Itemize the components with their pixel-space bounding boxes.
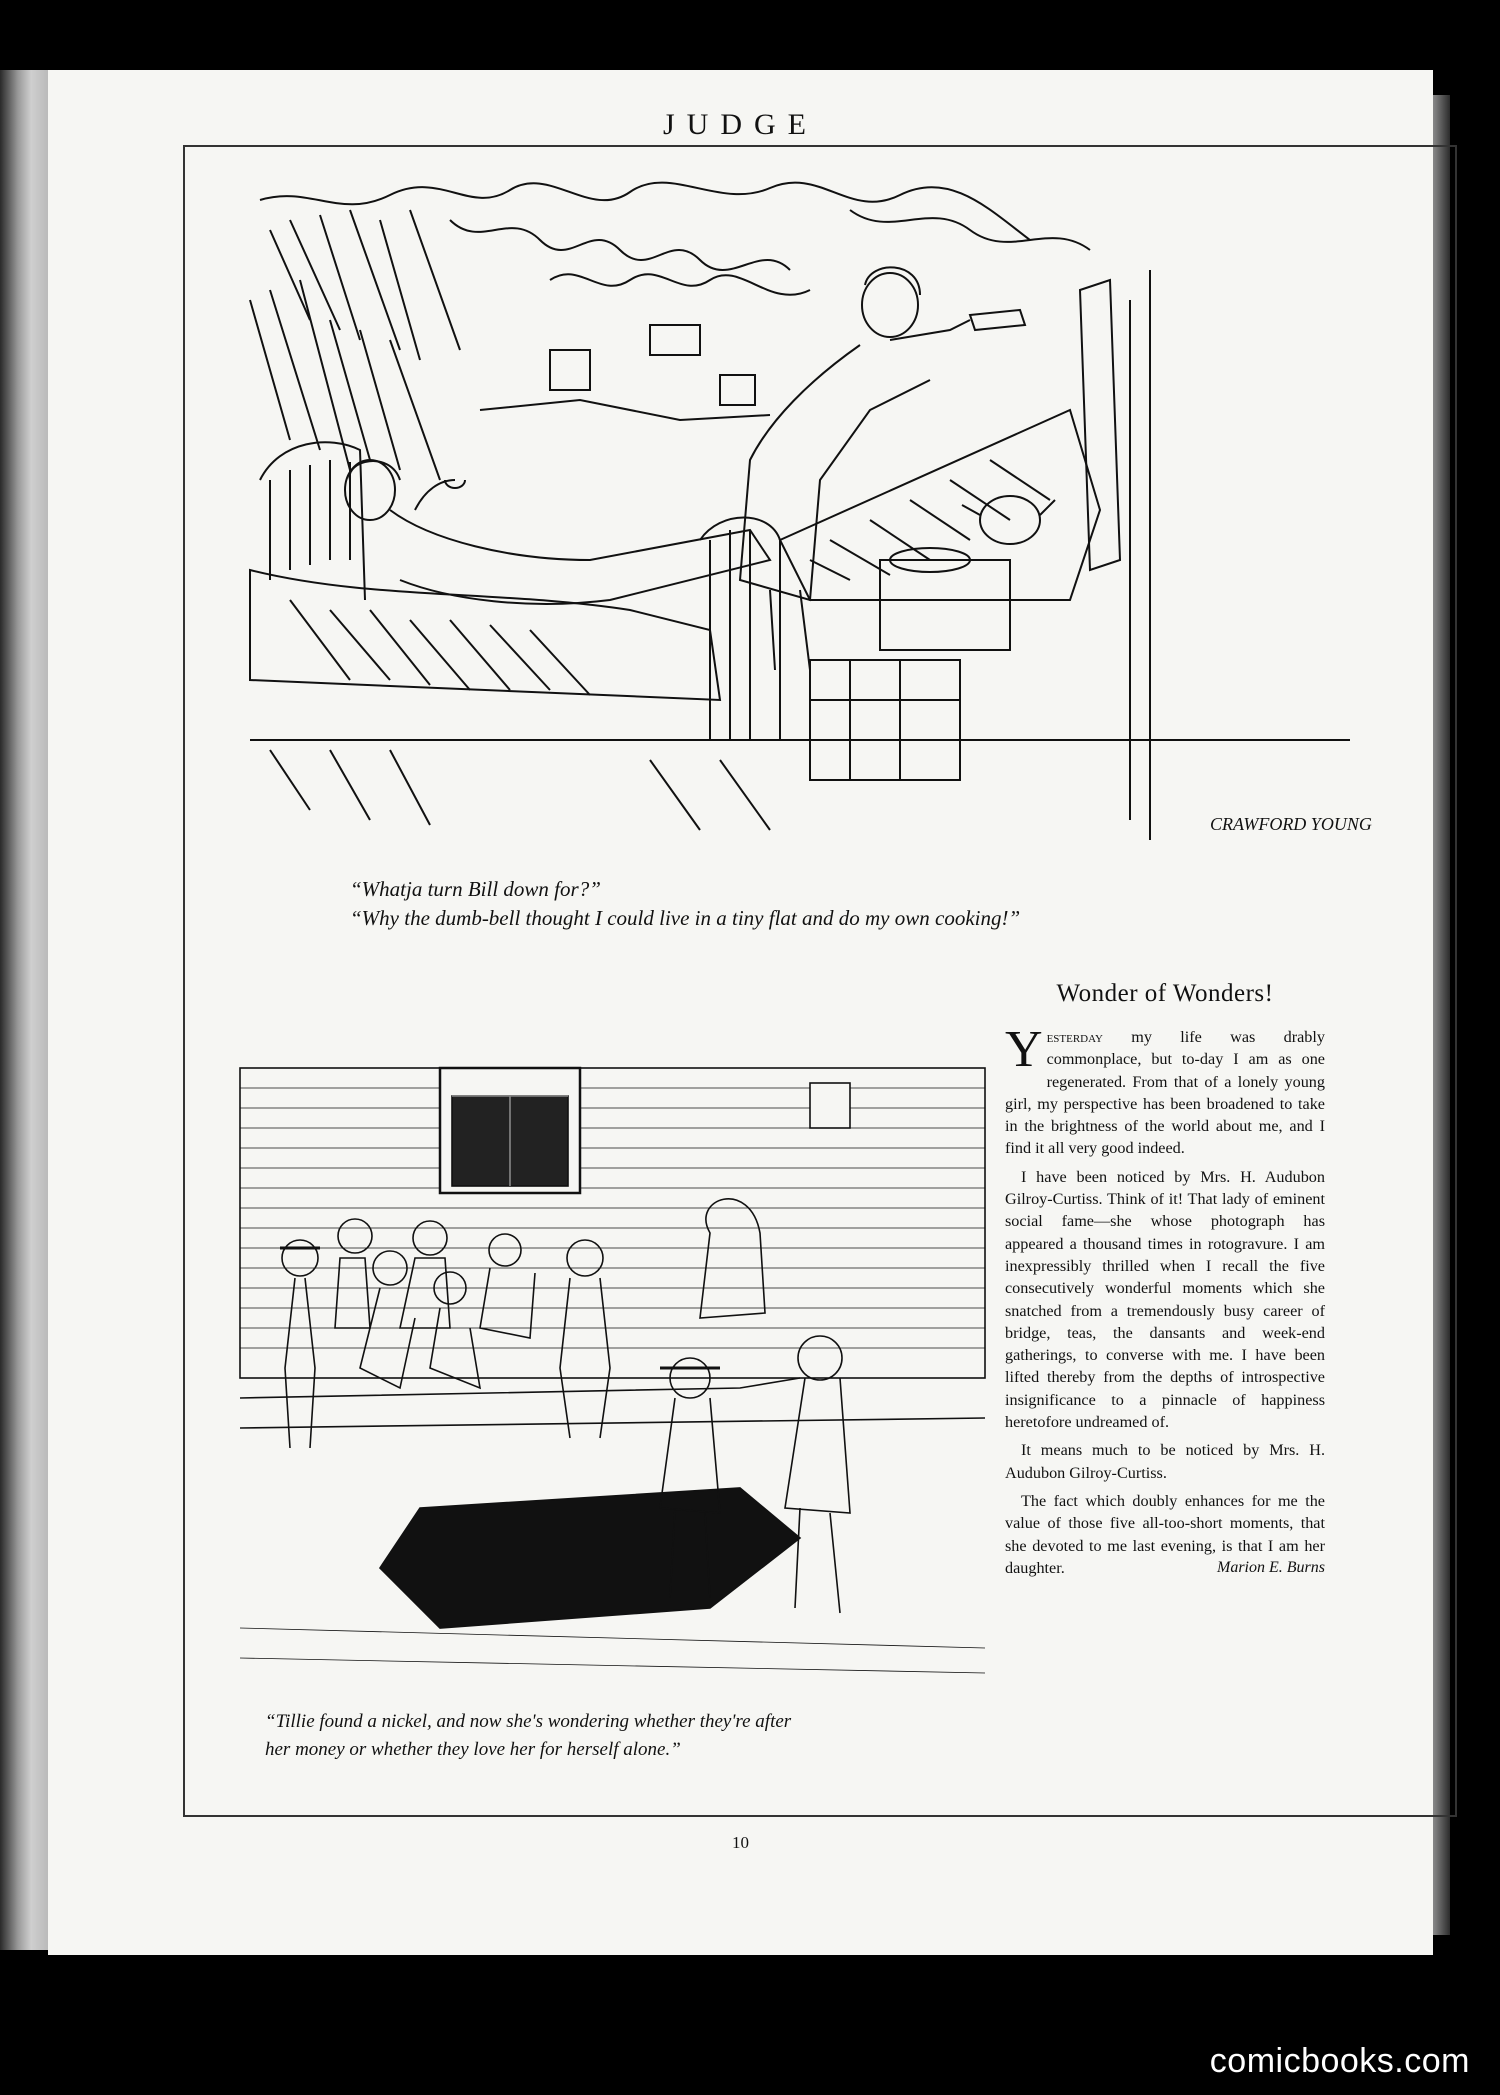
article-title: Wonder of Wonders! [1056, 980, 1274, 1007]
article-paragraph-1 [1005, 1021, 1325, 1160]
cartoon-illustration-street [240, 1068, 985, 1690]
watermark-text: comicbooks.com [1209, 2042, 1470, 2080]
masthead-title: JUDGE [663, 108, 818, 141]
cartoon2-caption [265, 1708, 995, 1764]
cartoon1-caption [350, 875, 1250, 933]
article-author: Marion E. Burns [1217, 1559, 1325, 1577]
page-number: 10 [732, 1833, 749, 1852]
drop-cap: Y [1005, 1021, 1043, 1078]
lead-in: esterday [1046, 1028, 1103, 1046]
caption-line: “Whatja turn Bill down for?” [350, 877, 601, 901]
book-spine-left [0, 70, 52, 1950]
cartoon-illustration-bedroom [250, 180, 1372, 870]
article-wonder-of-wonders [1005, 980, 1325, 1577]
cartoon1-signature: CRAWFORD YOUNG [1210, 814, 1372, 834]
article-paragraph-4: The fact which doubly enhances for me the value of those five all-too-short moments, that she devoted to me last evening, is that I am her daughter. [1005, 1491, 1325, 1577]
paragraph-text: my life was drably commonplace, but to-day I am as one regenerated. From that of a lonely young girl, my perspective has been broadened to take in the brightness of the world about me, and I find it all very good indeed. [1005, 1028, 1325, 1158]
caption-line: “Tillie found a nickel, and now she's wondering whether they're after [265, 1711, 792, 1732]
caption-line: “Why the dumb-bell thought I could live in a tiny flat and do my own cooking!” [350, 906, 1021, 930]
caption-line: her money or whether they love her for herself alone.” [265, 1739, 681, 1760]
article-paragraph-3: It means much to be noticed by Mrs. H. Audubon Gilroy-Curtiss. [1005, 1441, 1325, 1482]
article-paragraph-2: I have been noticed by Mrs. H. Audubon Gilroy-Curtiss. Think of it! That lady of eminent social fame—she whose photograph has appeared a thousand times in rotogravure. I am inexpressibly thrilled when I recall the five consecutively wonderful moments which she snatched from a tremendously busy career of bridge, teas, the dansants and week-end gatherings, to converse with me. I have been lifted thereby from the depths of introspective insignificance to a pinnacle of happiness heretofore undreamed of. [1005, 1167, 1325, 1432]
